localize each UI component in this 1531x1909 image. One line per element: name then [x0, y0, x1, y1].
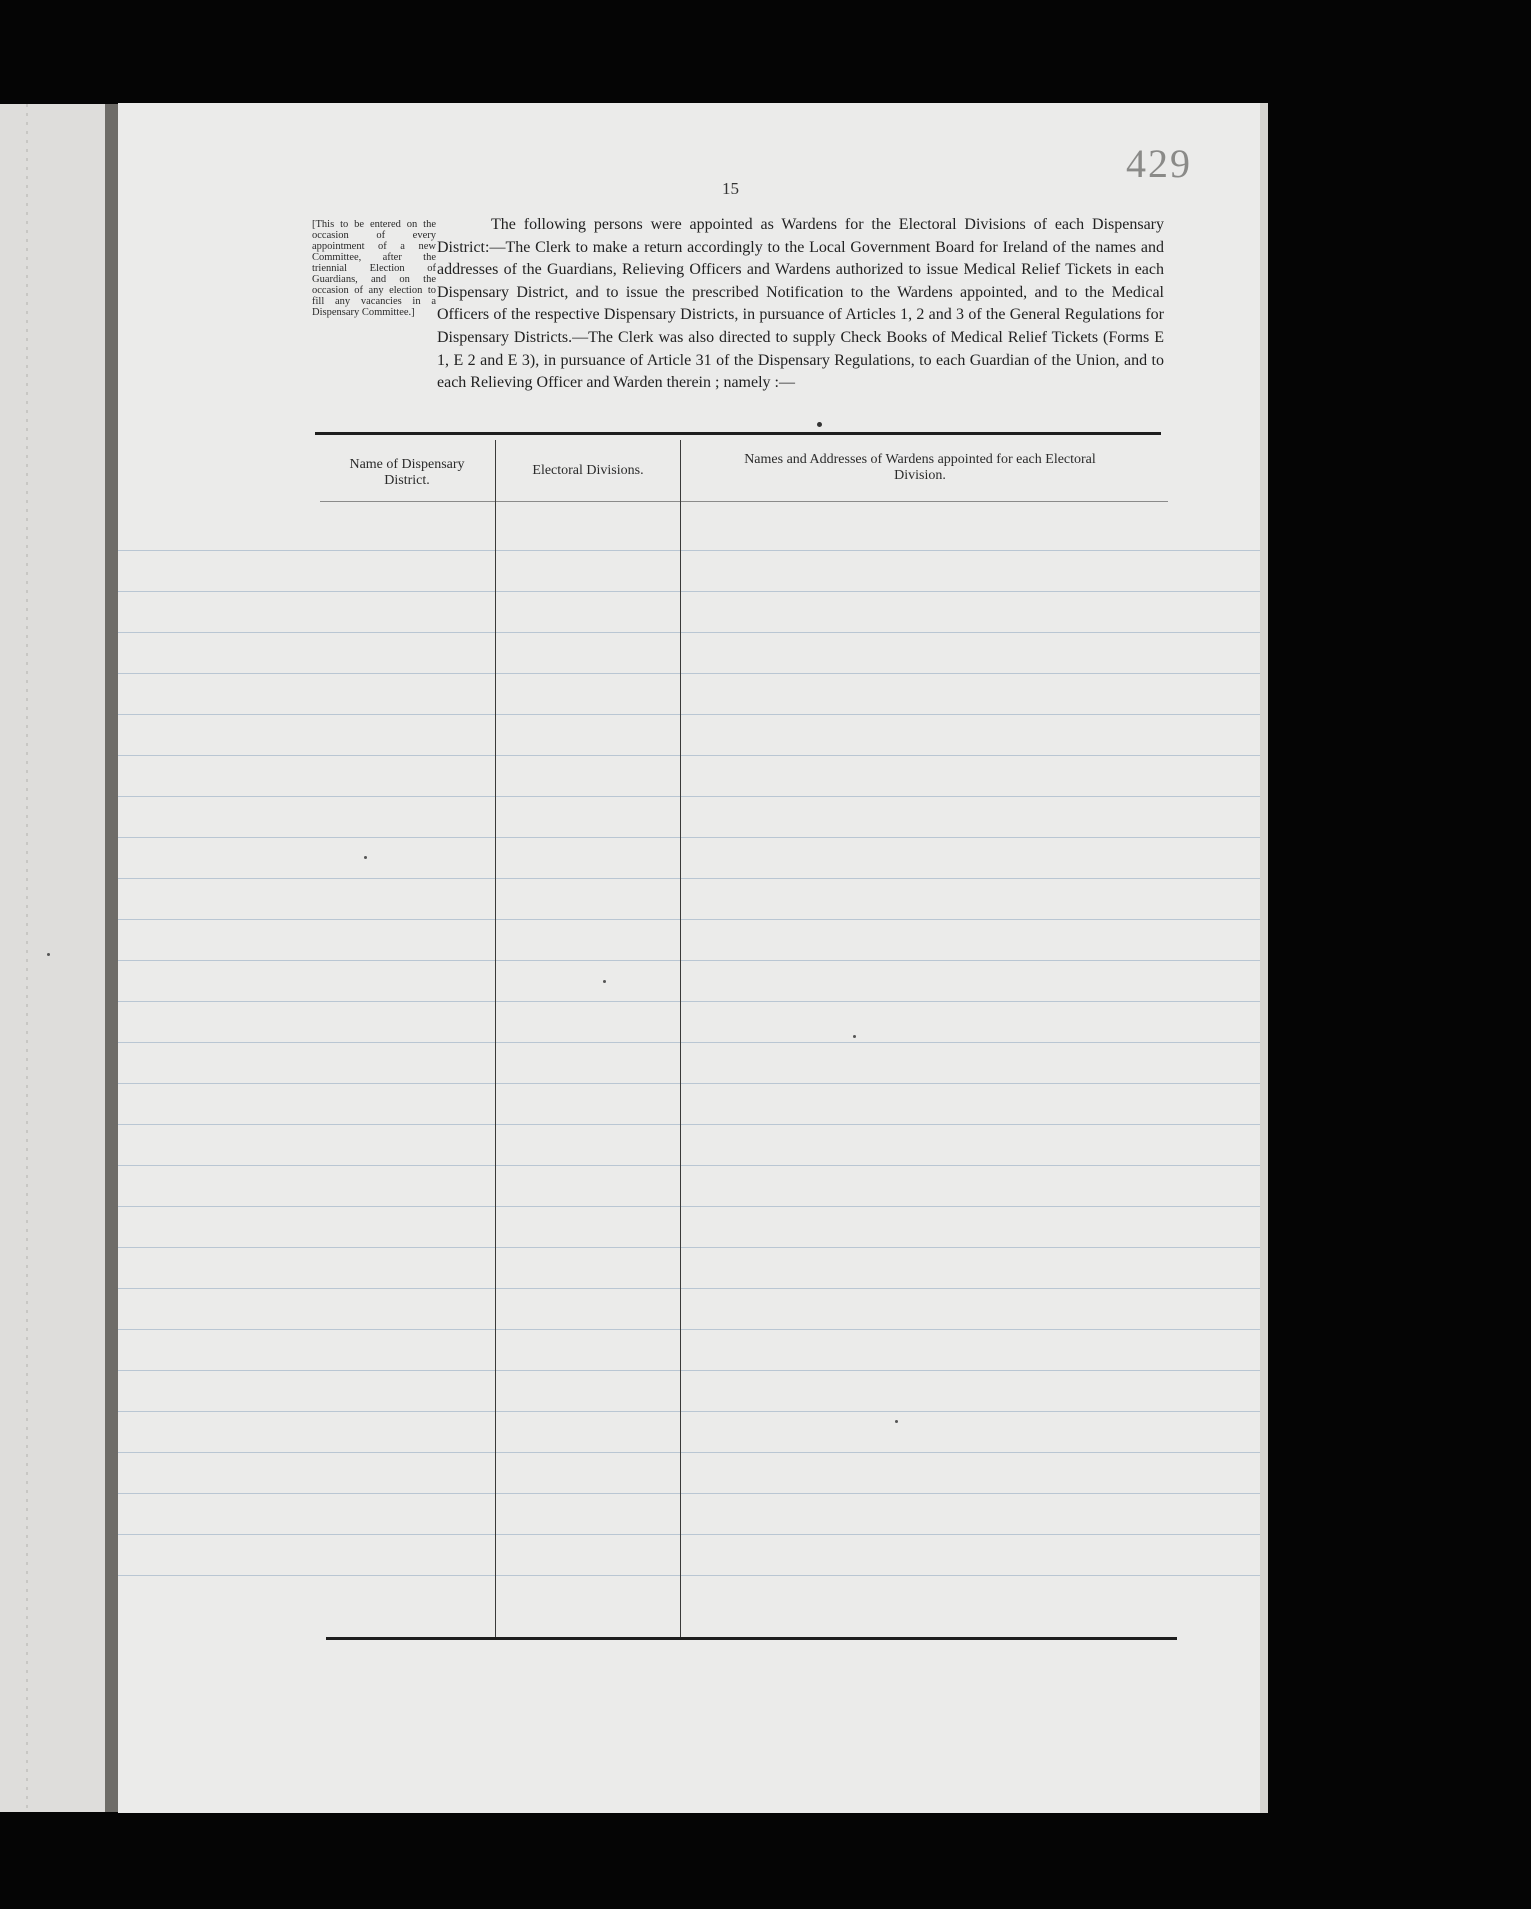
column-header-divisions: Electoral Divisions. [532, 463, 644, 478]
page-number: 15 [722, 179, 739, 198]
column-header-district: Name of Dispensary District. [349, 457, 465, 488]
column-header-wardens: Names and Addresses of Wardens appointed for each Electoral Division. [744, 452, 1096, 483]
ruled-lines [118, 510, 1260, 1612]
column-divider-1 [495, 440, 496, 1637]
paper-speck [603, 980, 606, 983]
paper-speck [364, 856, 367, 859]
paper-speck [47, 953, 50, 956]
table-bottom-rule [326, 1637, 1177, 1640]
book-gutter [105, 104, 118, 1812]
facing-page [0, 104, 105, 1812]
table-top-rule [315, 432, 1161, 435]
marginal-note: [This to be entered on the occasion of every appointment of a new Committee, after the triennial Election of Guardians, and on the occasion of any election to fill any vacancies in a Dispensary Committee.] [312, 219, 436, 318]
paper-speck [895, 1420, 898, 1423]
paper-speck [853, 1035, 856, 1038]
body-paragraph: The following persons were appointed as Wardens for the Electoral Divisions of each Dispensary District:—The Clerk to make a return accordingly to the Local Government Board for Ireland of the names and addresses of the Guardians, Relieving Officers and Wardens authorized to issue Medical Relief Tickets in each Dispensary District, and to issue the prescribed Notification to the Wardens appointed, and to the Medical Officers of the respective Dispensary Districts, in pursuance of Articles 1, 2 and 3 of the General Regulations for Dispensary Districts.—The Clerk was also directed to supply Check Books of Medical Relief Tickets (Forms E 1, E 2 and E 3), in pursuance of Article 31 of the Dispensary Regulations, to each Guardian of the Union, and to each Relieving Officer and Warden therein ; namely :— [437, 216, 1164, 392]
asterisk-mark [817, 422, 822, 427]
folio-number: 429 [1126, 141, 1192, 186]
column-divider-2 [680, 440, 681, 1637]
header-rule [320, 501, 1168, 502]
